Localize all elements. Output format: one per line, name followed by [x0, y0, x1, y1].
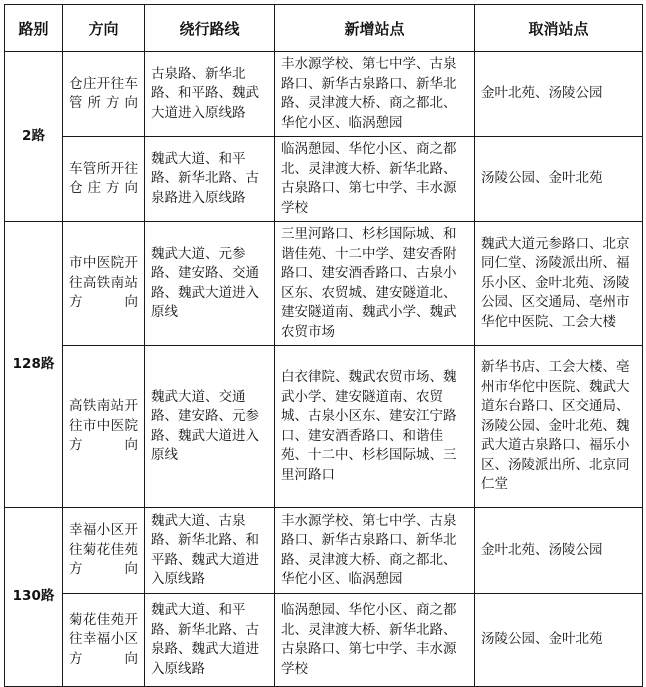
- added-stops-cell: 临涡憩园、华佗小区、商之都北、灵津渡大桥、新华北路、古泉路口、第七中学、丰水源学校: [275, 137, 475, 222]
- table-row: [5, 508, 643, 594]
- table-row: [5, 222, 643, 346]
- direction-cell: 菊花佳苑开往幸福小区方向: [63, 594, 145, 687]
- detour-cell: 古泉路、新华北路、和平路、魏武大道进入原线路: [145, 52, 275, 137]
- table-row: [5, 594, 643, 687]
- route-name: 128路: [5, 222, 63, 508]
- table-row: [5, 137, 643, 222]
- added-stops-cell: 丰水源学校、第七中学、古泉路口、新华古泉路口、新华北路、灵津渡大桥、商之都北、华佗小区、临涡憩园: [275, 52, 475, 137]
- direction-cell: 高铁南站开往市中医院方向: [63, 346, 145, 508]
- route-name: 130路: [5, 508, 63, 687]
- added-stops-cell: 白衣律院、魏武农贸市场、魏武小学、建安隧道南、农贸城、古泉小区东、建安江宁路口、建安酒香路口、和谐佳苑、十二中、杉杉国际城、三里河路口: [275, 346, 475, 508]
- header-direction: 方向: [63, 5, 145, 52]
- detour-cell: 魏武大道、和平路、新华北路、古泉路、魏武大道进入原线路: [145, 594, 275, 687]
- direction-cell: 幸福小区开往菊花佳苑方向: [63, 508, 145, 594]
- direction-cell: 仓庄开往车管所方向: [63, 52, 145, 137]
- header-detour-route: 绕行路线: [145, 5, 275, 52]
- cancelled-stops-cell: 新华书店、工会大楼、亳州市华佗中医院、魏武大道东台路口、区交通局、汤陵公园、金叶北苑、魏武大道古泉路口、福乐小区、汤陵派出所、北京同仁堂: [475, 346, 643, 508]
- cancelled-stops-cell: 金叶北苑、汤陵公园: [475, 52, 643, 137]
- header-added-stops: 新增站点: [275, 5, 475, 52]
- cancelled-stops-cell: 金叶北苑、汤陵公园: [475, 508, 643, 594]
- added-stops-cell: 丰水源学校、第七中学、古泉路口、新华古泉路口、新华北路、灵津渡大桥、商之都北、华佗小区、临涡憩园: [275, 508, 475, 594]
- cancelled-stops-cell: 魏武大道元参路口、北京同仁堂、汤陵派出所、福乐小区、金叶北苑、汤陵公园、区交通局、亳州市华佗中医院、工会大楼: [475, 222, 643, 346]
- detour-cell: 魏武大道、古泉路、新华北路、和平路、魏武大道进入原线路: [145, 508, 275, 594]
- added-stops-cell: 临涡憩园、华佗小区、商之都北、灵津渡大桥、新华北路、古泉路口、第七中学、丰水源学校: [275, 594, 475, 687]
- detour-table: [4, 4, 643, 687]
- header-cancelled-stops: 取消站点: [475, 5, 643, 52]
- route-name: 2路: [5, 52, 63, 222]
- detour-cell: 魏武大道、元参路、建安路、交通路、魏武大道进入原线: [145, 222, 275, 346]
- detour-cell: 魏武大道、和平路、新华北路、古泉路进入原线路: [145, 137, 275, 222]
- detour-cell: 魏武大道、交通路、建安路、元参路、魏武大道进入原线: [145, 346, 275, 508]
- cancelled-stops-cell: 汤陵公园、金叶北苑: [475, 137, 643, 222]
- header-row: [5, 5, 643, 52]
- header-route: 路别: [5, 5, 63, 52]
- direction-cell: 市中医院开往高铁南站方向: [63, 222, 145, 346]
- direction-cell: 车管所开往仓庄方向: [63, 137, 145, 222]
- cancelled-stops-cell: 汤陵公园、金叶北苑: [475, 594, 643, 687]
- table-row: [5, 346, 643, 508]
- table-row: [5, 52, 643, 137]
- added-stops-cell: 三里河路口、杉杉国际城、和谐佳苑、十二中学、建安香附路口、建安酒香路口、古泉小区东、农贸城、建安隧道北、建安隧道南、魏武小学、魏武农贸市场: [275, 222, 475, 346]
